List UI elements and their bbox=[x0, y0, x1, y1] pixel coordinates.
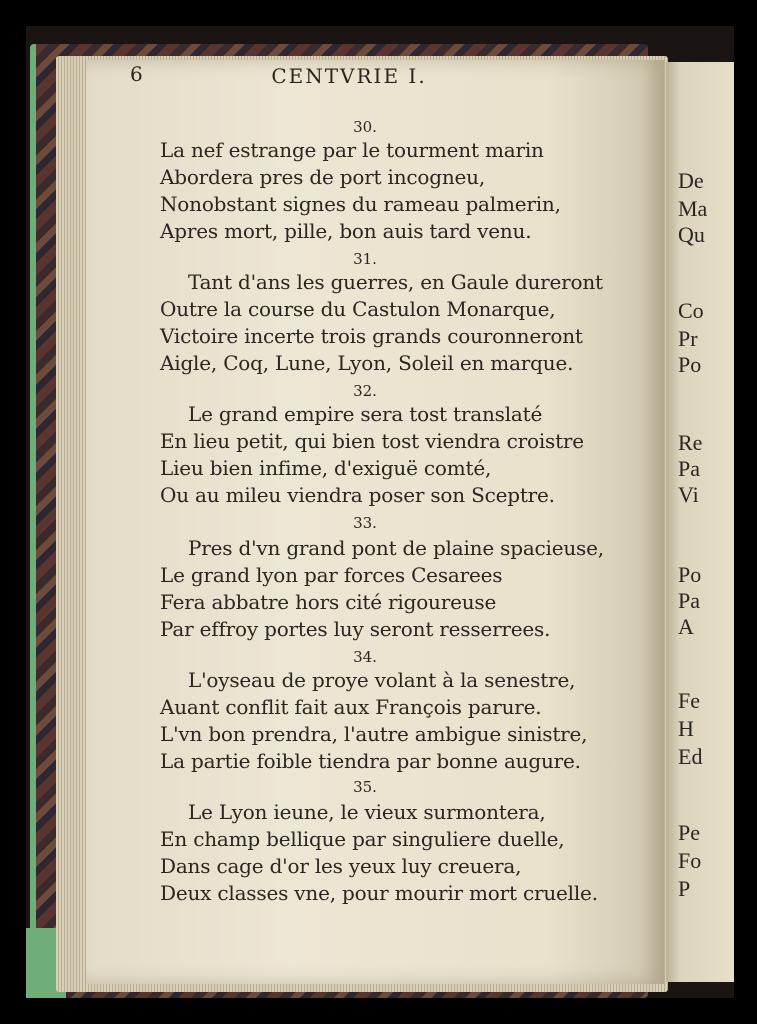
verse-line: Par effroy portes luy seront resserrees. bbox=[160, 617, 551, 641]
quatrain-number: 33. bbox=[353, 514, 377, 532]
quatrain-number: 30. bbox=[353, 118, 377, 136]
verse-line: Lieu bien infime, d'exiguë comté, bbox=[160, 456, 492, 480]
right-page-fragment: Po bbox=[678, 352, 702, 377]
quatrain-number: 32. bbox=[353, 382, 377, 400]
right-page-fragment: A bbox=[678, 614, 694, 639]
verse-line: Fera abbatre hors cité rigoureuse bbox=[160, 590, 497, 614]
verse-line: Victoire incerte trois grands couronneront bbox=[160, 324, 583, 348]
verse-line: Le grand empire sera tost translaté bbox=[188, 402, 543, 426]
quatrain-number: 34. bbox=[353, 648, 377, 666]
verse-line: Outre la course du Castulon Monarque, bbox=[160, 297, 556, 321]
right-page-fragment: H bbox=[678, 716, 694, 741]
right-page-fragment: Pa bbox=[678, 456, 700, 481]
verse-line: Auant conflit fait aux François parure. bbox=[160, 695, 542, 719]
verse-line: La partie foible tiendra par bonne augure. bbox=[160, 749, 581, 773]
right-page-fragment: Pe bbox=[678, 820, 700, 845]
right-page-fragment: Fe bbox=[678, 688, 700, 713]
page-header bbox=[60, 60, 638, 90]
right-page-fragment: Ed bbox=[678, 744, 703, 769]
verse-line: Le Lyon ieune, le vieux surmontera, bbox=[188, 800, 546, 824]
verse-line: Deux classes vne, pour mourir mort cruelle. bbox=[160, 881, 598, 905]
right-page-fragment: Pa bbox=[678, 588, 700, 613]
quatrain-number: 35. bbox=[353, 778, 377, 796]
verse-line: L'oyseau de proye volant à la senestre, bbox=[188, 668, 576, 692]
verse-line: La nef estrange par le tourment marin bbox=[160, 138, 544, 162]
verse-line: Apres mort, pille, bon auis tard venu. bbox=[160, 219, 532, 243]
verse-line: Ou au mileu viendra poser son Sceptre. bbox=[160, 483, 555, 507]
right-page-fragment: De bbox=[678, 168, 704, 193]
right-page-fragment: Vi bbox=[678, 482, 699, 507]
page-number: 6 bbox=[130, 62, 143, 86]
right-page-fragment: Ma bbox=[678, 196, 708, 221]
right-page-fragment: Fo bbox=[678, 848, 702, 873]
verse-line: En champ bellique par singuliere duelle, bbox=[160, 827, 565, 851]
right-page-fragment: Qu bbox=[678, 222, 705, 247]
right-page-fragment: Co bbox=[678, 298, 704, 323]
quatrain-number: 31. bbox=[353, 250, 377, 268]
right-page-fragment: Pr bbox=[678, 326, 698, 351]
running-head: CENTVRIE I. bbox=[271, 64, 427, 88]
verse-line: L'vn bon prendra, l'autre ambigue sinistre, bbox=[160, 722, 588, 746]
verse-line: Aigle, Coq, Lune, Lyon, Soleil en marque. bbox=[160, 351, 574, 375]
verse-line: Pres d'vn grand pont de plaine spacieuse, bbox=[188, 536, 604, 560]
verse-line: En lieu petit, qui bien tost viendra croistre bbox=[160, 429, 584, 453]
verse-line: Le grand lyon par forces Cesarees bbox=[160, 563, 503, 587]
right-page-fragment: P bbox=[678, 876, 691, 901]
verse-line: Abordera pres de port incogneu, bbox=[160, 165, 486, 189]
verse-line: Dans cage d'or les yeux luy creuera, bbox=[160, 854, 522, 878]
right-page-fragment: Po bbox=[678, 562, 702, 587]
verse-line: Nonobstant signes du rameau palmerin, bbox=[160, 192, 561, 216]
right-page-fragment: Re bbox=[678, 430, 703, 455]
verse-line: Tant d'ans les guerres, en Gaule dureront bbox=[188, 270, 603, 294]
